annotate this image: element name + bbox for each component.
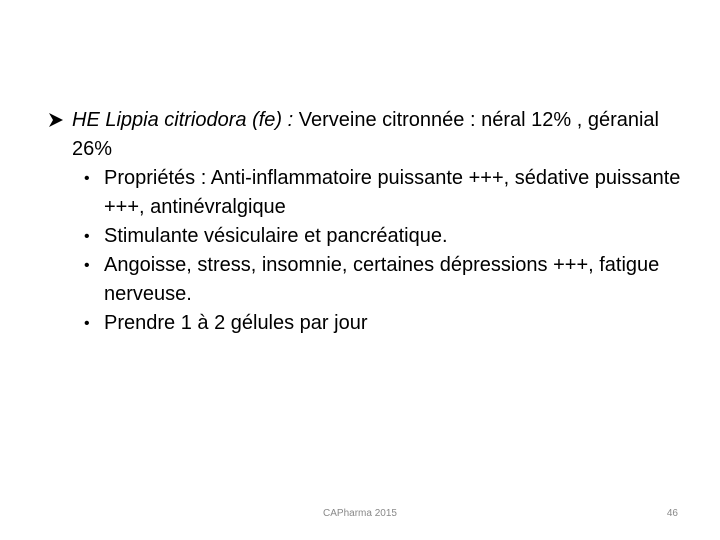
sub-list-item: [48, 164, 688, 222]
sub-item-text: Prendre 1 à 2 gélules par jour: [104, 312, 368, 334]
arrow-bullet-icon: [48, 106, 68, 128]
sub-list-item: [48, 251, 688, 309]
sub-bullet-list: [48, 164, 688, 338]
bullet-icon: •: [84, 228, 90, 245]
main-item-text: Verveine citronnée : néral 12% , géranial 26%: [72, 109, 659, 160]
slide-content: [48, 106, 688, 338]
sub-list-item: [48, 222, 688, 251]
bullet-icon: •: [84, 170, 90, 187]
footer-label: CAPharma 2015: [323, 508, 397, 519]
bullet-icon: •: [84, 257, 90, 274]
bullet-icon: •: [84, 315, 90, 332]
main-item-lead: HE Lippia citriodora (fe) :: [72, 109, 294, 131]
sub-item-text: Angoisse, stress, insomnie, certaines dépressions +++, fatigue nerveuse.: [104, 254, 660, 305]
page-number: 46: [666, 508, 678, 519]
main-list-item: [48, 106, 688, 164]
sub-item-text: Stimulante vésiculaire et pancréatique.: [104, 225, 448, 247]
sub-list-item: [48, 309, 688, 338]
sub-item-text: Propriétés : Anti-inflammatoire puissante +++, sédative puissante +++, antinévralgique: [104, 167, 681, 218]
